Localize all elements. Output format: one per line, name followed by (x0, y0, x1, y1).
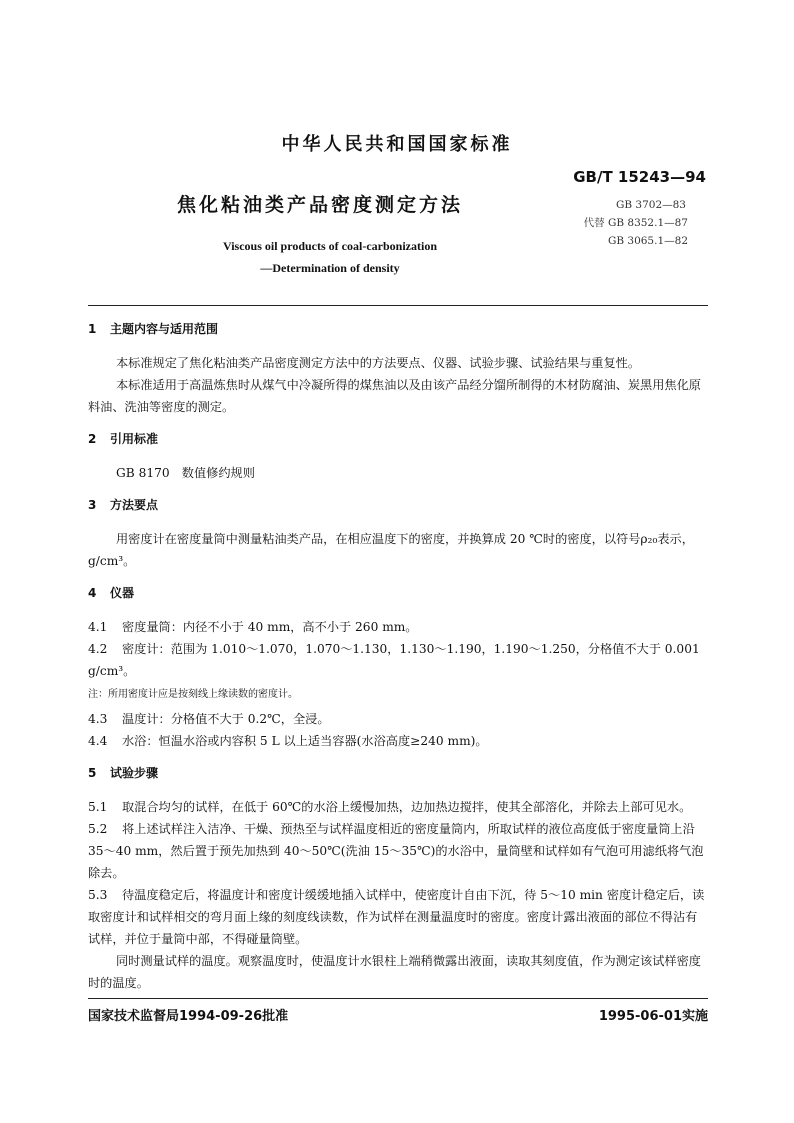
effective-date: 1995-06-01实施 (598, 1009, 708, 1024)
clause (88, 708, 708, 730)
section-number: 5 (88, 766, 97, 780)
replaces-block (580, 196, 710, 250)
clause-number: 5.2 (88, 822, 108, 836)
section-title: 方法要点 (110, 498, 159, 512)
title-english-line-2: —Determination of density (260, 261, 400, 275)
clause-text: 将上述试样注入洁净、干燥、预热至与试样温度相近的密度量筒内，所取试样的液位高度低于密度量筒上沿 35～40 mm，然后置于预先加热到 40～50℃(洗油 15～35℃)的水浴中，量筒壁和试样如有气泡可用滤纸将气泡除去。 (88, 822, 704, 880)
clause-number: 5.3 (88, 888, 108, 902)
document-body (88, 318, 708, 994)
note: 注：所用密度计应是按刻线上缘读数的密度计。 (88, 689, 298, 700)
clause-text: 密度量筒：内径不小于 40 mm，高不小于 260 mm。 (122, 620, 418, 634)
clause-text: 取混合均匀的试样，在低于 60℃的水浴上缓慢加热，边加热边搅拌，使其全部溶化，并除去上部可见水。 (122, 800, 692, 814)
clause-number: 5.1 (88, 800, 108, 814)
approval-line: 国家技术监督局1994-09-26批准 (88, 1009, 289, 1024)
section-heading (88, 762, 708, 784)
clause-text: 温度计：分格值不大于 0.2℃，全浸。 (122, 712, 330, 726)
clause (88, 796, 708, 818)
section-number: 1 (88, 322, 97, 336)
section-heading (88, 494, 708, 516)
national-standard-heading: 中华人民共和国国家标准 (281, 134, 513, 155)
paragraph: 本标准适用于高温炼焦时从煤气中冷凝所得的煤焦油以及由该产品经分馏所制得的木材防腐油、炭黑用焦化原料油、洗油等密度的测定。 (88, 378, 701, 414)
section-heading (88, 318, 708, 340)
clause-text: 密度计：范围为 1.010～1.070，1.070～1.130，1.130～1.190，1.190～1.250，分格值不大于 0.001 g/cm³。 (88, 642, 700, 678)
clause (88, 638, 708, 682)
section-title: 引用标准 (110, 432, 159, 446)
section-title: 主题内容与适用范围 (110, 322, 219, 336)
reference-standard: GB 8170 数值修约规则 (116, 466, 255, 480)
replaced-standard: GB 3702—83 (615, 199, 686, 211)
clause (88, 818, 708, 884)
clause-number: 4.2 (88, 642, 108, 656)
section-title: 试验步骤 (110, 766, 159, 780)
title-english-line-1: Viscous oil products of coal-carbonization (222, 239, 437, 253)
clause-number: 4.4 (88, 734, 108, 748)
replaced-standard: 代替 GB 8352.1—87 (583, 217, 688, 229)
clause (88, 730, 708, 752)
replaced-standard: GB 3065.1—82 (607, 235, 688, 247)
section-number: 4 (88, 586, 97, 600)
section-number: 3 (88, 498, 97, 512)
clause-number: 4.1 (88, 620, 108, 634)
paragraph: 本标准规定了焦化粘油类产品密度测定方法中的方法要点、仪器、试验步骤、试验结果与重复性。 (116, 356, 641, 370)
clause (88, 616, 708, 638)
paragraph: 同时测量试样的温度。观察温度时，使温度计水银柱上端稍微露出液面，读取其刻度值，作为测定该试样密度时的温度。 (88, 954, 701, 990)
title-chinese: 焦化粘油类产品密度测定方法 (176, 194, 463, 216)
title-english (150, 235, 510, 279)
footer-divider (88, 998, 708, 999)
section-heading (88, 582, 708, 604)
clause-number: 4.3 (88, 712, 108, 726)
header-divider (88, 305, 708, 306)
clause-text: 待温度稳定后，将温度计和密度计缓缓地插入试样中，使密度计自由下沉，待 5～10 min 密度计稳定后，读取密度计和试样相交的弯月面上缘的刻度线读数，作为试样在测量温度时的密度。密度计露出液面的部位不得沾有试样，并位于量筒中部，不得碰量筒壁。 (88, 888, 705, 946)
clause (88, 884, 708, 950)
section-heading (88, 428, 708, 450)
paragraph: 用密度计在密度量筒中测量粘油类产品，在相应温度下的密度，并换算成 20 ℃时的密度，以符号ρ₂₀表示，g/cm³。 (88, 532, 694, 568)
clause-text: 水浴：恒温水浴或内容积 5 L 以上适当容器(水浴高度≥240 mm)。 (122, 734, 488, 748)
section-number: 2 (88, 432, 97, 446)
standard-code: GB/T 15243—94 (573, 168, 706, 186)
section-title: 仪器 (110, 586, 135, 600)
